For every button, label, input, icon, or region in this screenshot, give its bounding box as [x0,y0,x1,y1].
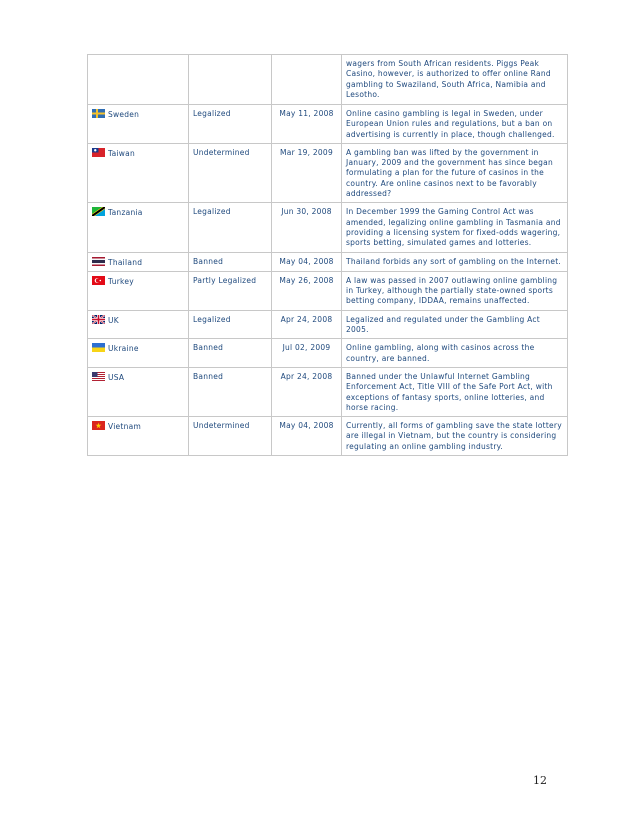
status-cell: Legalized [189,203,272,252]
usa-flag-icon [92,372,105,381]
country-cell [88,310,189,339]
tanzania-flag-icon [92,207,105,216]
status-cell: Undetermined [189,417,272,456]
country-name: Sweden [108,110,140,119]
page-number: 12 [533,774,547,787]
status-cell: Banned [189,252,272,271]
country-cell [88,105,189,144]
status-cell: Partly Legalized [189,271,272,310]
country-cell [88,55,189,105]
description-cell: Currently, all forms of gambling save the state lottery are illegal in Vietnam, but the country is considering regulating an online gambling industry. [342,417,568,456]
table-row [88,310,568,339]
country-cell [88,417,189,456]
sweden-flag-icon [92,109,105,118]
date-cell: May 04, 2008 [272,417,342,456]
vietnam-flag-icon [92,421,105,430]
country-cell [88,271,189,310]
taiwan-flag-icon [92,148,105,157]
country-cell [88,203,189,252]
ukraine-flag-icon [92,343,105,352]
description-cell: A law was passed in 2007 outlawing online gambling in Turkey, although the partially state-owned sports betting company, IDDAA, remains unaffected. [342,271,568,310]
date-cell: Apr 24, 2008 [272,310,342,339]
uk-flag-icon [92,315,105,324]
date-cell: Apr 24, 2008 [272,367,342,416]
gambling-legality-table [87,54,568,456]
table-row [88,339,568,368]
table-row [88,417,568,456]
country-name: Taiwan [108,148,136,158]
country-name: UK [108,315,119,325]
status-cell: Legalized [189,310,272,339]
status-cell: Legalized [189,105,272,144]
status-cell [189,55,272,105]
table-row [88,203,568,252]
description-cell: A gambling ban was lifted by the government in January, 2009 and the government has since began formulating a plan for the future of casinos in the country. Are online casinos next to be favorably addressed? [342,143,568,202]
date-cell: May 11, 2008 [272,105,342,144]
description-cell: Legalized and regulated under the Gambling Act 2005. [342,310,568,339]
country-name: Ukraine [108,344,139,354]
table-row [88,143,568,202]
description-cell: In December 1999 the Gaming Control Act was amended, legalizing online gambling in Tasmania and providing a licensing system for fixed-odds wagering, sports betting, simulated games and lotteries. [342,203,568,252]
status-cell: Undetermined [189,143,272,202]
description-cell: wagers from South African residents. Piggs Peak Casino, however, is authorized to offer online Rand gambling to Swaziland, South Africa, Namibia and Lesotho. [342,55,568,105]
table-row [88,252,568,271]
date-cell [272,55,342,105]
table-row [88,55,568,105]
date-cell: May 04, 2008 [272,252,342,271]
thailand-flag-icon [92,257,105,266]
date-cell: Jun 30, 2008 [272,203,342,252]
date-cell: Mar 19, 2009 [272,143,342,202]
table-row [88,271,568,310]
status-cell: Banned [189,367,272,416]
country-cell [88,252,189,271]
table-row [88,367,568,416]
table-row [88,105,568,144]
country-name: Vietnam [108,422,142,432]
description-cell: Online casino gambling is legal in Sweden, under European Union rules and regulations, but a ban on advertising is currently in place, though challenged. [342,105,568,144]
country-cell [88,143,189,202]
status-cell: Banned [189,339,272,368]
description-cell: Online gambling, along with casinos across the country, are banned. [342,339,568,368]
date-cell: May 26, 2008 [272,271,342,310]
country-name: USA [108,372,125,382]
date-cell: Jul 02, 2009 [272,339,342,368]
country-name: Turkey [108,276,134,286]
country-name: Thailand [108,257,143,267]
country-cell [88,339,189,368]
country-cell [88,367,189,416]
country-name: Tanzania [108,208,143,218]
turkey-flag-icon [92,276,105,285]
description-cell: Thailand forbids any sort of gambling on the Internet. [342,252,568,271]
description-cell: Banned under the Unlawful Internet Gambling Enforcement Act, Title VIII of the Safe Port Act, with exceptions of fantasy sports, online lotteries, and horse racing. [342,367,568,416]
